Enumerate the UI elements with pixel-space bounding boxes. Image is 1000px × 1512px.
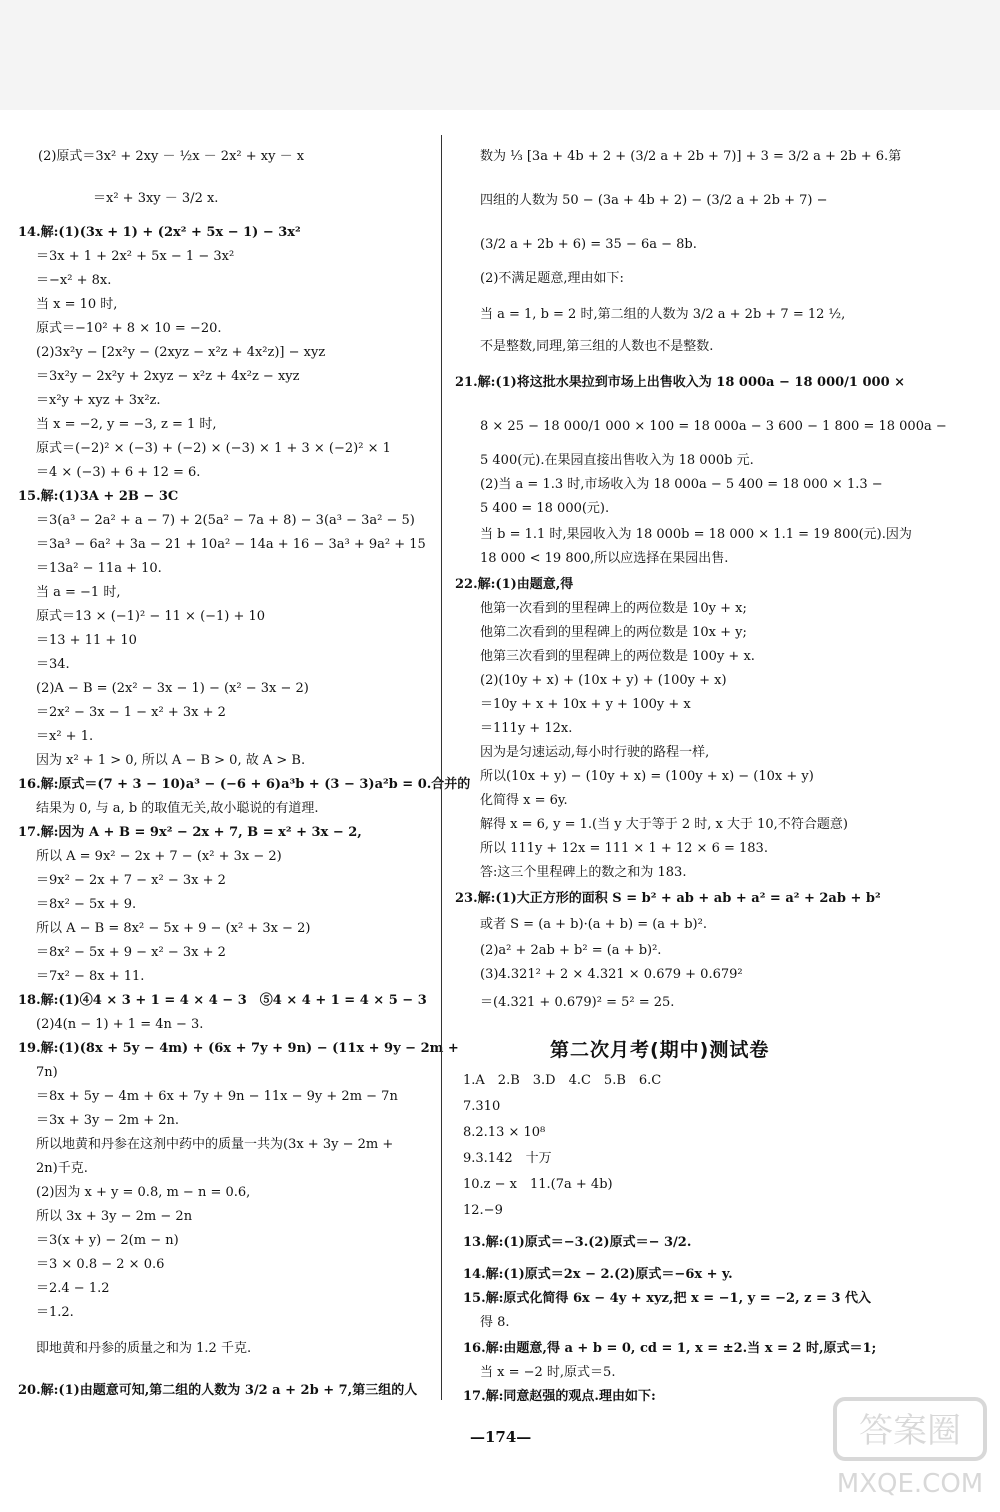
text-line: (2)(10y + x) + (10x + y) + (100y + x) [480,673,727,688]
text-line: (2)4(n − 1) + 1 = 4n − 3. [36,1017,204,1032]
text-line: 当 b = 1.1 时,果园收入为 18 000b = 18 000 × 1.1 = 19 800(元).因为 [480,527,912,542]
text-line: 即地黄和丹参的质量之和为 1.2 千克. [36,1341,252,1356]
text-line: ＝(4.321 + 0.679)² = 5² = 25. [480,995,675,1010]
text-line: 15.解:(1)3A + 2B − 3C [18,489,179,504]
watermark-logo [830,1394,990,1504]
text-line: 8 × 25 − 18 000/1 000 × 100 = 18 000a − 3 600 − 1 800 = 18 000a − [480,419,947,434]
text-line: (3/2 a + 2b + 6) = 35 − 6a − 8b. [480,237,697,252]
text-line: (2)原式＝3x² + 2xy － ½x － 2x² + xy － x [38,149,305,164]
text-line: ＝8x² − 5x + 9. [36,897,137,912]
text-line: ＝3(a³ − 2a² + a − 7) + 2(5a² − 7a + 8) − 3(a³ − 3a² − 5) [36,513,415,528]
text-line: 5 400 = 18 000(元). [480,501,610,516]
text-line: ＝3a³ − 6a² + 3a − 21 + 10a² − 14a + 16 − 3a³ + 9a² + 15 [36,537,426,552]
text-line: 当 x = 10 时, [36,297,118,312]
text-line: 16.解:原式＝(7 + 3 − 10)a³ − (−6 + 6)a³b + (3 − 3)a²b = 0.合并的 [18,777,471,792]
text-line: 23.解:(1)大正方形的面积 S = b² + ab + ab + a² = a² + 2ab + b² [455,891,881,906]
text-line: 他第三次看到的里程碑上的两位数是 100y + x. [480,649,755,664]
text-line: 他第二次看到的里程碑上的两位数是 10x + y; [480,625,747,640]
text-line: 9.3.142 十万 [463,1151,552,1166]
text-line: 13.解:(1)原式＝−3.(2)原式＝− 3/2. [463,1235,692,1250]
text-line: ＝13 + 11 + 10 [36,633,137,648]
page-number: —174— [470,1428,532,1446]
text-line: 17.解:同意赵强的观点.理由如下: [463,1389,656,1404]
text-line: 17.解:因为 A + B = 9x² − 2x + 7, B = x² + 3x − 2, [18,825,362,840]
text-line: ＝x² + 3xy － 3/2 x. [93,191,219,206]
text-line: 因为是匀速运动,每小时行驶的路程一样, [480,745,710,760]
text-line: (2)a² + 2ab + b² = (a + b)². [480,943,662,958]
text-line: ＝13a² − 11a + 10. [36,561,162,576]
text-line: 20.解:(1)由题意可知,第二组的人数为 3/2 a + 2b + 7,第三组的人 [18,1383,418,1398]
text-line: (3)4.321² + 2 × 4.321 × 0.679 + 0.679² [480,967,743,982]
text-line: 不是整数,同理,第三组的人数也不是整数. [480,339,714,354]
text-line: 16.解:由题意,得 a + b = 0, cd = 1, x = ±2.当 x = 2 时,原式＝1; [463,1341,877,1356]
svg-text:MXQE.COM: MXQE.COM [836,1469,984,1499]
text-line: 原式＝13 × (−1)² − 11 × (−1) + 10 [36,609,266,624]
text-line: ＝−x² + 8x. [36,273,112,288]
text-line: ＝7x² − 8x + 11. [36,969,145,984]
text-line: 18 000 < 19 800,所以应选择在果园出售. [480,551,729,566]
text-line: ＝111y + 12x. [480,721,573,736]
text-line: ＝3x²y − 2x²y + 2xyz − x²z + 4x²z − xyz [36,369,300,384]
text-line: 所以 111y + 12x = 111 × 1 + 12 × 6 = 183. [480,841,768,856]
text-line: 当 a = −1 时, [36,585,121,600]
text-line: (2)3x²y − [2x²y − (2xyz − x²z + 4x²z)] − xyz [36,345,326,360]
svg-text:答案圈: 答案圈 [859,1411,961,1451]
text-line: 10.z − x 11.(7a + 4b) [463,1177,613,1192]
text-line: 12.−9 [463,1203,503,1218]
text-line: 解得 x = 6, y = 1.(当 y 大于等于 2 时, x 大于 10,不符合题意) [480,817,848,832]
text-line: 数为 ⅓ [3a + 4b + 2 + (3/2 a + 2b + 7)] + 3 = 3/2 a + 2b + 6.第 [480,149,902,164]
text-line: ＝3x + 3y − 2m + 2n. [36,1113,180,1128]
text-line: 19.解:(1)(8x + 5y − 4m) + (6x + 7y + 9n) − (11x + 9y − 2m + [18,1041,459,1056]
text-line: 18.解:(1)④4 × 3 + 1 = 4 × 4 − 3 ⑤4 × 4 + 1 = 4 × 5 − 3 [18,993,427,1008]
text-line: ＝3 × 0.8 − 2 × 0.6 [36,1257,165,1272]
text-line: ＝10y + x + 10x + y + 100y + x [480,697,691,712]
text-line: 答:这三个里程碑上的数之和为 183. [480,865,687,880]
text-line: 8.2.13 × 10⁸ [463,1125,546,1140]
top-margin [0,0,1000,110]
text-line: ＝1.2. [36,1305,74,1320]
text-line: 7.310 [463,1099,501,1114]
text-line: 或者 S = (a + b)·(a + b) = (a + b)². [480,917,707,932]
text-line: 原式＝(−2)² × (−3) + (−2) × (−3) × 1 + 3 × (−2)² × 1 [36,441,391,456]
text-line: 所以 A = 9x² − 2x + 7 − (x² + 3x − 2) [36,849,282,864]
text-line: (2)不满足题意,理由如下: [480,271,624,286]
text-line: 当 x = −2, y = −3, z = 1 时, [36,417,217,432]
text-line: ＝3x + 1 + 2x² + 5x − 1 − 3x² [36,249,235,264]
text-line: 14.解:(1)原式＝2x − 2.(2)原式＝−6x + y. [463,1267,733,1282]
text-line: 2n)千克. [36,1161,88,1176]
text-line: 所以地黄和丹参在这剂中药中的质量一共为(3x + 3y − 2m + [36,1137,394,1152]
text-line: 所以(10x + y) − (10y + x) = (100y + x) − (10x + y) [480,769,814,784]
text-line: ＝34. [36,657,70,672]
text-line: 5 400(元).在果园直接出售收入为 18 000b 元. [480,453,754,468]
text-line: ＝8x² − 5x + 9 − x² − 3x + 2 [36,945,226,960]
text-line: 21.解:(1)将这批水果拉到市场上出售收入为 18 000a − 18 000/1 000 × [455,375,906,390]
text-line: (2)当 a = 1.3 时,市场收入为 18 000a − 5 400 = 18 000 × 1.3 − [480,477,883,492]
column-divider [441,135,442,1400]
text-line: 14.解:(1)(3x + 1) + (2x² + 5x − 1) − 3x² [18,225,301,240]
text-line: 7n) [36,1065,58,1080]
text-line: 22.解:(1)由题意,得 [455,577,574,592]
section-title: 第二次月考(期中)测试卷 [550,1039,770,1061]
text-line: 原式＝−10² + 8 × 10 = −20. [36,321,222,336]
text-line: 所以 A − B = 8x² − 5x + 9 − (x² + 3x − 2) [36,921,311,936]
text-line: 当 x = −2 时,原式＝5. [480,1365,616,1380]
text-line: 因为 x² + 1 > 0, 所以 A − B > 0, 故 A > B. [36,753,306,768]
text-line: 化简得 x = 6y. [480,793,568,808]
text-line: ＝2.4 − 1.2 [36,1281,110,1296]
text-line: ＝2x² − 3x − 1 − x² + 3x + 2 [36,705,226,720]
text-line: 他第一次看到的里程碑上的两位数是 10y + x; [480,601,747,616]
text-line: ＝9x² − 2x + 7 − x² − 3x + 2 [36,873,226,888]
text-line: 四组的人数为 50 − (3a + 4b + 2) − (3/2 a + 2b + 7) − [480,193,828,208]
text-line: ＝4 × (−3) + 6 + 12 = 6. [36,465,201,480]
text-line: (2)因为 x + y = 0.8, m − n = 0.6, [36,1185,251,1200]
text-line: ＝x² + 1. [36,729,94,744]
text-line: ＝x²y + xyz + 3x²z. [36,393,161,408]
text-line: ＝8x + 5y − 4m + 6x + 7y + 9n − 11x − 9y + 2m − 7n [36,1089,398,1104]
text-line: 当 a = 1, b = 2 时,第二组的人数为 3/2 a + 2b + 7 = 12 ½, [480,307,846,322]
text-line: ＝3(x + y) − 2(m − n) [36,1233,179,1248]
text-line: 1.A 2.B 3.D 4.C 5.B 6.C [463,1073,662,1088]
text-line: 15.解:原式化简得 6x − 4y + xyz,把 x = −1, y = −2, z = 3 代入 [463,1291,872,1306]
text-line: (2)A − B = (2x² − 3x − 1) − (x² − 3x − 2) [36,681,309,696]
text-line: 结果为 0, 与 a, b 的取值无关,故小聪说的有道理. [36,801,319,816]
text-line: 所以 3x + 3y − 2m − 2n [36,1209,193,1224]
text-line: 得 8. [480,1315,510,1330]
